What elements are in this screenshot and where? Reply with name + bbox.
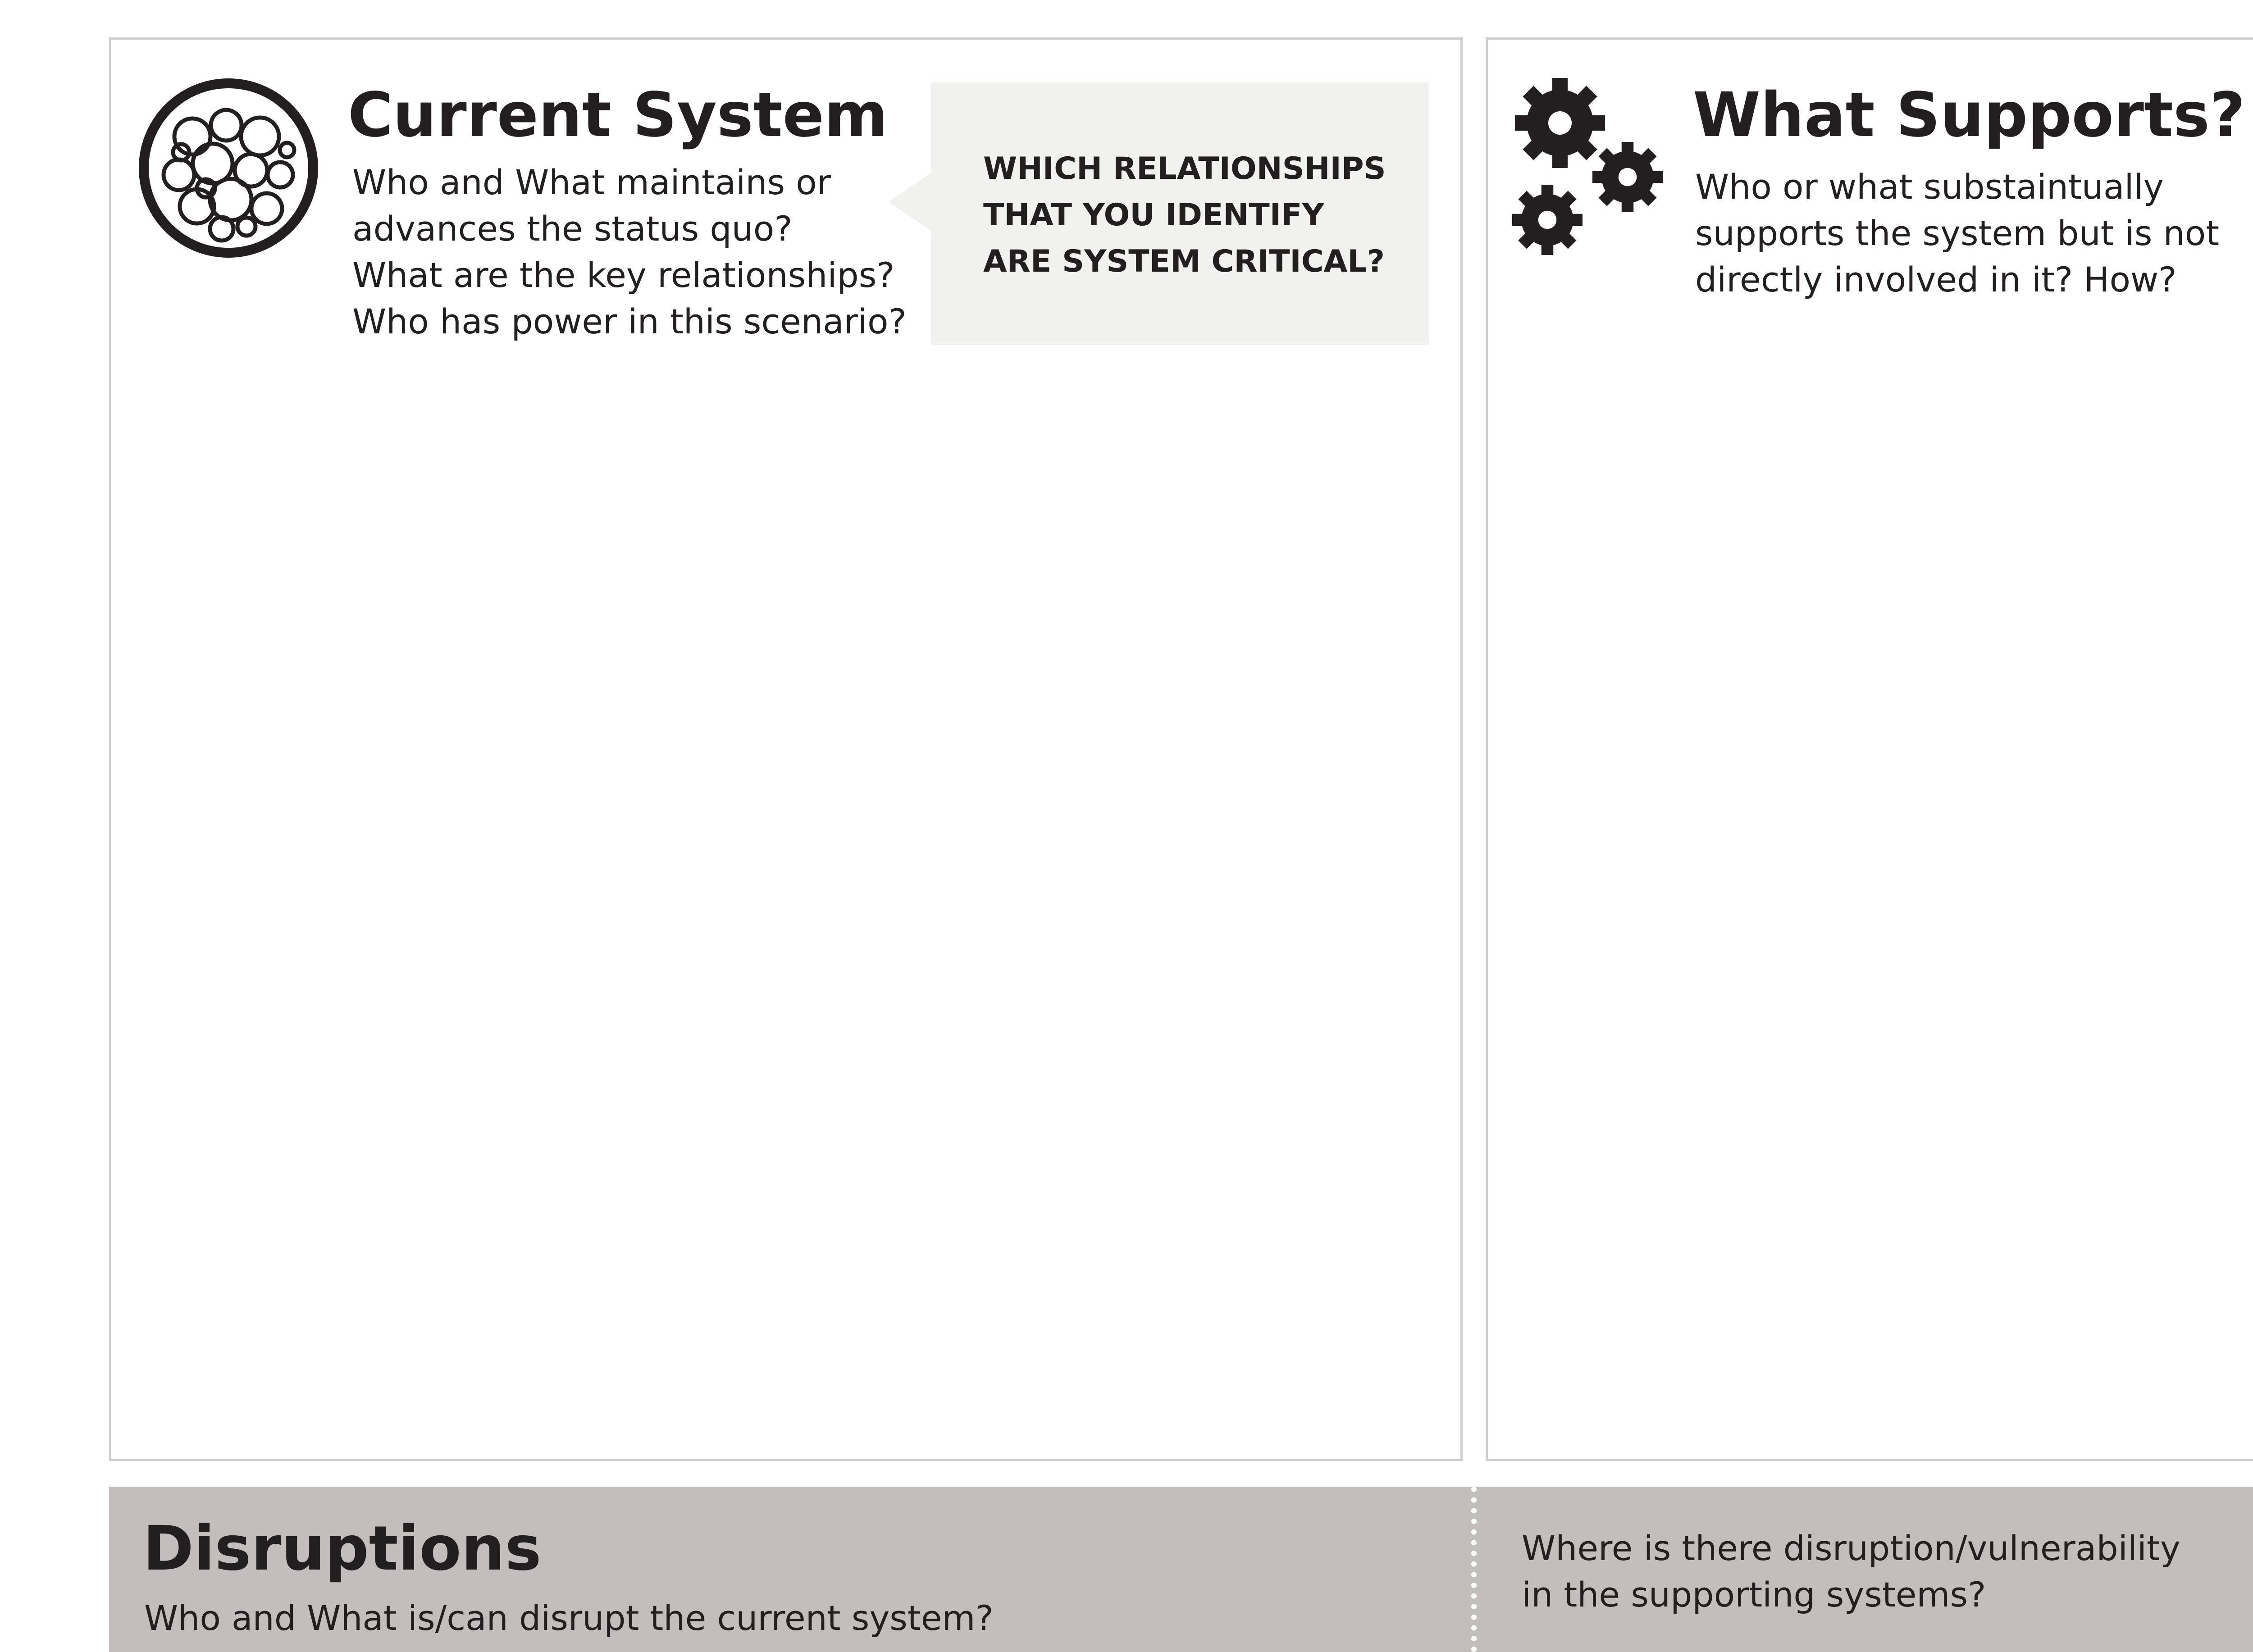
gears-icon xyxy=(1510,76,1673,256)
what-supports-title: What Supports? xyxy=(1693,80,2245,151)
description-line: What are the key relationships? xyxy=(352,255,895,295)
disruptions-band xyxy=(109,1487,2253,1652)
callout-line: THAT YOU IDENTIFY xyxy=(983,197,1324,233)
disruptions-col1-text xyxy=(144,1595,994,1641)
disruptions-title: Disruptions xyxy=(143,1513,542,1584)
description-line: advances the status quo? xyxy=(352,209,793,249)
system-critical-callout xyxy=(931,82,1429,345)
band-line: Where is there disruption/vulnerability xyxy=(1522,1528,2180,1568)
current-system-panel xyxy=(109,37,1463,1461)
callout-line: ARE SYSTEM CRITICAL? xyxy=(983,244,1385,279)
callout-line: WHICH RELATIONSHIPS xyxy=(983,151,1386,187)
current-system-title: Current System xyxy=(348,80,888,151)
what-supports-panel xyxy=(1486,37,2253,1461)
description-line: Who or what substaintually xyxy=(1695,167,2164,207)
dotted-divider xyxy=(1471,1487,1477,1652)
callout-pointer xyxy=(889,173,931,231)
band-line: in the supporting systems? xyxy=(1522,1575,1986,1615)
what-supports-description xyxy=(1695,164,2219,303)
description-line: Who has power in this scenario? xyxy=(352,301,907,341)
circles-system-icon xyxy=(138,78,319,258)
band-line: Who and What is/can disrupt the current system? xyxy=(144,1598,994,1638)
description-line: Who and What maintains or xyxy=(352,162,831,202)
disruptions-col2-text xyxy=(1522,1525,2180,1618)
description-line: directly involved in it? How? xyxy=(1695,259,2177,300)
callout-text xyxy=(983,146,1386,285)
current-system-description xyxy=(352,159,907,345)
description-line: supports the system but is not xyxy=(1695,213,2220,253)
